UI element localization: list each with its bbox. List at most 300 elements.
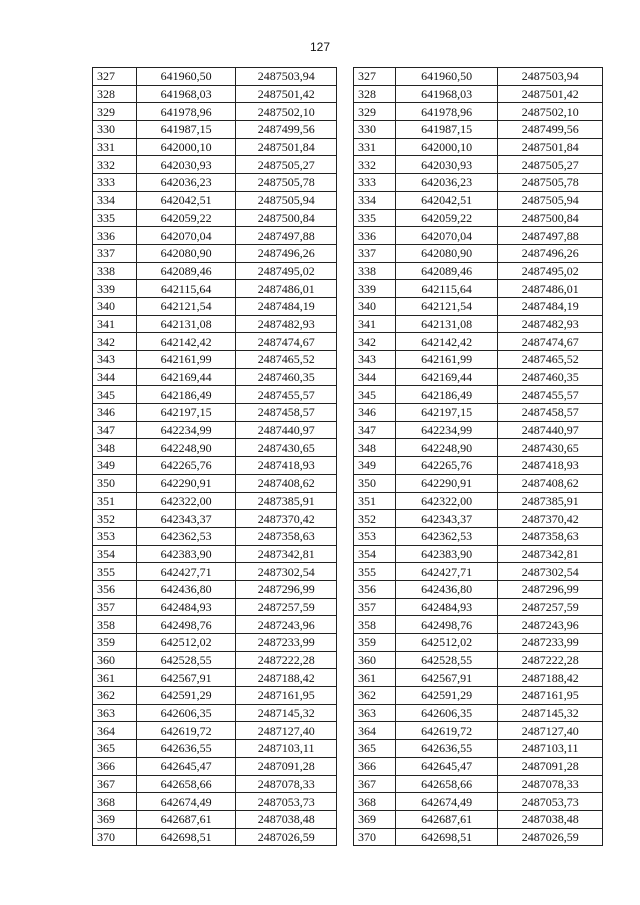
x-coordinate-cell: 642121,54 — [136, 297, 236, 315]
table-row — [93, 280, 337, 298]
table-row — [93, 103, 337, 121]
point-number-cell: 359 — [354, 634, 396, 652]
y-coordinate-cell: 2487103,11 — [236, 740, 337, 758]
y-coordinate-cell: 2487499,56 — [236, 121, 337, 139]
point-number-cell: 355 — [93, 563, 137, 581]
table-row — [354, 704, 603, 722]
table-row — [93, 740, 337, 758]
table-row — [93, 174, 337, 192]
x-coordinate-cell: 642636,55 — [136, 740, 236, 758]
y-coordinate-cell: 2487496,26 — [498, 244, 603, 262]
y-coordinate-cell: 2487243,96 — [498, 616, 603, 634]
y-coordinate-cell: 2487370,42 — [498, 510, 603, 528]
x-coordinate-cell: 642658,66 — [395, 775, 498, 793]
table-row — [354, 545, 603, 563]
point-number-cell: 357 — [354, 598, 396, 616]
y-coordinate-cell: 2487501,42 — [498, 85, 603, 103]
point-number-cell: 364 — [354, 722, 396, 740]
point-number-cell: 365 — [354, 740, 396, 758]
x-coordinate-cell: 642687,61 — [395, 810, 498, 828]
y-coordinate-cell: 2487505,78 — [236, 174, 337, 192]
x-coordinate-cell: 642484,93 — [136, 598, 236, 616]
table-row — [354, 457, 603, 475]
x-coordinate-cell: 642645,47 — [395, 757, 498, 775]
point-number-cell: 347 — [93, 421, 137, 439]
point-number-cell: 336 — [93, 227, 137, 245]
x-coordinate-cell: 642131,08 — [136, 315, 236, 333]
table-row — [354, 138, 603, 156]
table-row — [93, 68, 337, 86]
y-coordinate-cell: 2487127,40 — [498, 722, 603, 740]
point-number-cell: 364 — [93, 722, 137, 740]
y-coordinate-cell: 2487358,63 — [498, 527, 603, 545]
x-coordinate-cell: 642698,51 — [136, 828, 236, 846]
point-number-cell: 366 — [354, 757, 396, 775]
x-coordinate-cell: 642036,23 — [136, 174, 236, 192]
x-coordinate-cell: 642070,04 — [136, 227, 236, 245]
table-row — [354, 598, 603, 616]
point-number-cell: 339 — [354, 280, 396, 298]
point-number-cell: 329 — [354, 103, 396, 121]
point-number-cell: 338 — [354, 262, 396, 280]
x-coordinate-cell: 642512,02 — [395, 634, 498, 652]
point-number-cell: 350 — [93, 474, 137, 492]
y-coordinate-cell: 2487161,95 — [236, 687, 337, 705]
point-number-cell: 368 — [93, 793, 137, 811]
y-coordinate-cell: 2487127,40 — [236, 722, 337, 740]
table-row — [93, 315, 337, 333]
y-coordinate-cell: 2487418,93 — [498, 457, 603, 475]
table-row — [354, 209, 603, 227]
x-coordinate-cell: 642059,22 — [395, 209, 498, 227]
y-coordinate-cell: 2487505,78 — [498, 174, 603, 192]
table-row — [354, 156, 603, 174]
y-coordinate-cell: 2487188,42 — [498, 669, 603, 687]
table-row — [354, 722, 603, 740]
table-row — [93, 492, 337, 510]
y-coordinate-cell: 2487342,81 — [236, 545, 337, 563]
point-number-cell: 358 — [354, 616, 396, 634]
y-coordinate-cell: 2487233,99 — [498, 634, 603, 652]
x-coordinate-cell: 642606,35 — [136, 704, 236, 722]
y-coordinate-cell: 2487501,84 — [498, 138, 603, 156]
table-row — [354, 580, 603, 598]
point-number-cell: 328 — [93, 85, 137, 103]
point-number-cell: 358 — [93, 616, 137, 634]
x-coordinate-cell: 642436,80 — [395, 580, 498, 598]
point-number-cell: 367 — [354, 775, 396, 793]
y-coordinate-cell: 2487502,10 — [236, 103, 337, 121]
y-coordinate-cell: 2487145,32 — [236, 704, 337, 722]
y-coordinate-cell: 2487026,59 — [236, 828, 337, 846]
y-coordinate-cell: 2487502,10 — [498, 103, 603, 121]
point-number-cell: 352 — [354, 510, 396, 528]
x-coordinate-cell: 642658,66 — [136, 775, 236, 793]
x-coordinate-cell: 642265,76 — [136, 457, 236, 475]
point-number-cell: 330 — [93, 121, 137, 139]
y-coordinate-cell: 2487505,94 — [236, 191, 337, 209]
point-number-cell: 332 — [354, 156, 396, 174]
y-coordinate-cell: 2487408,62 — [236, 474, 337, 492]
table-row — [354, 174, 603, 192]
x-coordinate-cell: 642059,22 — [136, 209, 236, 227]
table-row — [93, 828, 337, 846]
table-row — [93, 262, 337, 280]
x-coordinate-cell: 641968,03 — [136, 85, 236, 103]
point-number-cell: 351 — [354, 492, 396, 510]
x-coordinate-cell: 642290,91 — [136, 474, 236, 492]
x-coordinate-cell: 642197,15 — [136, 404, 236, 422]
table-row — [354, 68, 603, 86]
x-coordinate-cell: 641987,15 — [395, 121, 498, 139]
point-number-cell: 348 — [354, 439, 396, 457]
point-number-cell: 327 — [93, 68, 137, 86]
point-number-cell: 337 — [354, 244, 396, 262]
y-coordinate-cell: 2487486,01 — [498, 280, 603, 298]
x-coordinate-cell: 642161,99 — [136, 351, 236, 369]
x-coordinate-cell: 642498,76 — [136, 616, 236, 634]
point-number-cell: 327 — [354, 68, 396, 86]
point-number-cell: 343 — [93, 351, 137, 369]
table-row — [93, 527, 337, 545]
y-coordinate-cell: 2487053,73 — [498, 793, 603, 811]
y-coordinate-cell: 2487505,27 — [498, 156, 603, 174]
table-row — [93, 121, 337, 139]
x-coordinate-cell: 642121,54 — [395, 297, 498, 315]
y-coordinate-cell: 2487078,33 — [236, 775, 337, 793]
table-row — [93, 404, 337, 422]
y-coordinate-cell: 2487482,93 — [236, 315, 337, 333]
x-coordinate-cell: 642591,29 — [395, 687, 498, 705]
x-coordinate-cell: 641968,03 — [395, 85, 498, 103]
x-coordinate-cell: 642234,99 — [395, 421, 498, 439]
x-coordinate-cell: 641978,96 — [136, 103, 236, 121]
table-row — [354, 333, 603, 351]
table-row — [93, 704, 337, 722]
table-row — [93, 616, 337, 634]
y-coordinate-cell: 2487440,97 — [498, 421, 603, 439]
x-coordinate-cell: 642131,08 — [395, 315, 498, 333]
point-number-cell: 329 — [93, 103, 137, 121]
x-coordinate-cell: 642197,15 — [395, 404, 498, 422]
x-coordinate-cell: 642436,80 — [136, 580, 236, 598]
point-number-cell: 348 — [93, 439, 137, 457]
point-number-cell: 342 — [354, 333, 396, 351]
y-coordinate-cell: 2487418,93 — [236, 457, 337, 475]
point-number-cell: 338 — [93, 262, 137, 280]
y-coordinate-cell: 2487370,42 — [236, 510, 337, 528]
x-coordinate-cell: 642427,71 — [395, 563, 498, 581]
table-row — [354, 757, 603, 775]
y-coordinate-cell: 2487430,65 — [498, 439, 603, 457]
y-coordinate-cell: 2487222,28 — [236, 651, 337, 669]
table-row — [93, 669, 337, 687]
table-row — [93, 757, 337, 775]
x-coordinate-cell: 642606,35 — [395, 704, 498, 722]
table-row — [354, 421, 603, 439]
table-row — [354, 492, 603, 510]
point-number-cell: 369 — [93, 810, 137, 828]
y-coordinate-cell: 2487296,99 — [498, 580, 603, 598]
y-coordinate-cell: 2487103,11 — [498, 740, 603, 758]
table-row — [354, 386, 603, 404]
point-number-cell: 328 — [354, 85, 396, 103]
table-row — [93, 333, 337, 351]
y-coordinate-cell: 2487385,91 — [498, 492, 603, 510]
y-coordinate-cell: 2487091,28 — [236, 757, 337, 775]
x-coordinate-cell: 642080,90 — [395, 244, 498, 262]
x-coordinate-cell: 642161,99 — [395, 351, 498, 369]
table-row — [354, 297, 603, 315]
y-coordinate-cell: 2487486,01 — [236, 280, 337, 298]
x-coordinate-cell: 642186,49 — [136, 386, 236, 404]
y-coordinate-cell: 2487474,67 — [498, 333, 603, 351]
y-coordinate-cell: 2487496,26 — [236, 244, 337, 262]
point-number-cell: 349 — [93, 457, 137, 475]
point-number-cell: 361 — [354, 669, 396, 687]
point-number-cell: 346 — [93, 404, 137, 422]
y-coordinate-cell: 2487500,84 — [498, 209, 603, 227]
table-row — [93, 634, 337, 652]
table-row — [93, 510, 337, 528]
y-coordinate-cell: 2487460,35 — [236, 368, 337, 386]
y-coordinate-cell: 2487474,67 — [236, 333, 337, 351]
y-coordinate-cell: 2487495,02 — [236, 262, 337, 280]
x-coordinate-cell: 641960,50 — [136, 68, 236, 86]
x-coordinate-cell: 642674,49 — [136, 793, 236, 811]
point-number-cell: 370 — [93, 828, 137, 846]
point-number-cell: 363 — [93, 704, 137, 722]
x-coordinate-cell: 642674,49 — [395, 793, 498, 811]
point-number-cell: 333 — [354, 174, 396, 192]
point-number-cell: 330 — [354, 121, 396, 139]
x-coordinate-cell: 642115,64 — [136, 280, 236, 298]
x-coordinate-cell: 642528,55 — [136, 651, 236, 669]
point-number-cell: 357 — [93, 598, 137, 616]
y-coordinate-cell: 2487455,57 — [236, 386, 337, 404]
point-number-cell: 360 — [93, 651, 137, 669]
x-coordinate-cell: 642498,76 — [395, 616, 498, 634]
table-row — [93, 439, 337, 457]
table-row — [354, 262, 603, 280]
y-coordinate-cell: 2487440,97 — [236, 421, 337, 439]
point-number-cell: 353 — [93, 527, 137, 545]
x-coordinate-cell: 642089,46 — [395, 262, 498, 280]
y-coordinate-cell: 2487091,28 — [498, 757, 603, 775]
point-number-cell: 365 — [93, 740, 137, 758]
table-row — [93, 793, 337, 811]
table-row — [354, 280, 603, 298]
y-coordinate-cell: 2487484,19 — [236, 297, 337, 315]
coordinates-table-right — [353, 67, 603, 846]
table-row — [93, 598, 337, 616]
point-number-cell: 356 — [354, 580, 396, 598]
x-coordinate-cell: 642636,55 — [395, 740, 498, 758]
y-coordinate-cell: 2487302,54 — [498, 563, 603, 581]
point-number-cell: 354 — [93, 545, 137, 563]
point-number-cell: 335 — [93, 209, 137, 227]
y-coordinate-cell: 2487465,52 — [498, 351, 603, 369]
x-coordinate-cell: 642567,91 — [395, 669, 498, 687]
x-coordinate-cell: 642512,02 — [136, 634, 236, 652]
table-row — [93, 563, 337, 581]
x-coordinate-cell: 642645,47 — [136, 757, 236, 775]
x-coordinate-cell: 642080,90 — [136, 244, 236, 262]
y-coordinate-cell: 2487233,99 — [236, 634, 337, 652]
x-coordinate-cell: 642142,42 — [395, 333, 498, 351]
y-coordinate-cell: 2487501,84 — [236, 138, 337, 156]
y-coordinate-cell: 2487503,94 — [498, 68, 603, 86]
table-row — [354, 191, 603, 209]
x-coordinate-cell: 642290,91 — [395, 474, 498, 492]
x-coordinate-cell: 642000,10 — [136, 138, 236, 156]
x-coordinate-cell: 642528,55 — [395, 651, 498, 669]
x-coordinate-cell: 642030,93 — [136, 156, 236, 174]
point-number-cell: 367 — [93, 775, 137, 793]
x-coordinate-cell: 642186,49 — [395, 386, 498, 404]
table-row — [354, 828, 603, 846]
point-number-cell: 331 — [354, 138, 396, 156]
x-coordinate-cell: 641987,15 — [136, 121, 236, 139]
y-coordinate-cell: 2487342,81 — [498, 545, 603, 563]
x-coordinate-cell: 642115,64 — [395, 280, 498, 298]
table-row — [93, 775, 337, 793]
point-number-cell: 351 — [93, 492, 137, 510]
y-coordinate-cell: 2487243,96 — [236, 616, 337, 634]
y-coordinate-cell: 2487078,33 — [498, 775, 603, 793]
point-number-cell: 366 — [93, 757, 137, 775]
table-row — [93, 545, 337, 563]
point-number-cell: 352 — [93, 510, 137, 528]
table-row — [93, 722, 337, 740]
point-number-cell: 345 — [93, 386, 137, 404]
y-coordinate-cell: 2487038,48 — [498, 810, 603, 828]
x-coordinate-cell: 641960,50 — [395, 68, 498, 86]
x-coordinate-cell: 642042,51 — [395, 191, 498, 209]
table-row — [354, 103, 603, 121]
y-coordinate-cell: 2487161,95 — [498, 687, 603, 705]
table-row — [354, 351, 603, 369]
table-row — [93, 580, 337, 598]
x-coordinate-cell: 642484,93 — [395, 598, 498, 616]
point-number-cell: 354 — [354, 545, 396, 563]
point-number-cell: 355 — [354, 563, 396, 581]
x-coordinate-cell: 642000,10 — [395, 138, 498, 156]
table-row — [354, 85, 603, 103]
y-coordinate-cell: 2487222,28 — [498, 651, 603, 669]
y-coordinate-cell: 2487026,59 — [498, 828, 603, 846]
y-coordinate-cell: 2487501,42 — [236, 85, 337, 103]
x-coordinate-cell: 642567,91 — [136, 669, 236, 687]
table-row — [354, 669, 603, 687]
x-coordinate-cell: 642070,04 — [395, 227, 498, 245]
y-coordinate-cell: 2487257,59 — [498, 598, 603, 616]
table-row — [93, 386, 337, 404]
point-number-cell: 339 — [93, 280, 137, 298]
table-row — [93, 687, 337, 705]
table-row — [354, 368, 603, 386]
table-row — [354, 563, 603, 581]
y-coordinate-cell: 2487458,57 — [498, 404, 603, 422]
y-coordinate-cell: 2487482,93 — [498, 315, 603, 333]
y-coordinate-cell: 2487408,62 — [498, 474, 603, 492]
x-coordinate-cell: 642343,37 — [395, 510, 498, 528]
y-coordinate-cell: 2487053,73 — [236, 793, 337, 811]
table-row — [93, 156, 337, 174]
y-coordinate-cell: 2487465,52 — [236, 351, 337, 369]
x-coordinate-cell: 642248,90 — [395, 439, 498, 457]
table-row — [93, 138, 337, 156]
table-row — [354, 474, 603, 492]
point-number-cell: 344 — [93, 368, 137, 386]
point-number-cell: 369 — [354, 810, 396, 828]
table-row — [93, 244, 337, 262]
point-number-cell: 350 — [354, 474, 396, 492]
table-row — [354, 510, 603, 528]
y-coordinate-cell: 2487145,32 — [498, 704, 603, 722]
y-coordinate-cell: 2487505,27 — [236, 156, 337, 174]
y-coordinate-cell: 2487455,57 — [498, 386, 603, 404]
point-number-cell: 335 — [354, 209, 396, 227]
table-row — [93, 227, 337, 245]
point-number-cell: 334 — [354, 191, 396, 209]
table-row — [354, 634, 603, 652]
point-number-cell: 361 — [93, 669, 137, 687]
point-number-cell: 363 — [354, 704, 396, 722]
x-coordinate-cell: 642036,23 — [395, 174, 498, 192]
table-row — [354, 227, 603, 245]
x-coordinate-cell: 642698,51 — [395, 828, 498, 846]
table-row — [354, 810, 603, 828]
y-coordinate-cell: 2487188,42 — [236, 669, 337, 687]
point-number-cell: 333 — [93, 174, 137, 192]
point-number-cell: 345 — [354, 386, 396, 404]
x-coordinate-cell: 642591,29 — [136, 687, 236, 705]
x-coordinate-cell: 642427,71 — [136, 563, 236, 581]
x-coordinate-cell: 641978,96 — [395, 103, 498, 121]
y-coordinate-cell: 2487038,48 — [236, 810, 337, 828]
x-coordinate-cell: 642322,00 — [395, 492, 498, 510]
x-coordinate-cell: 642234,99 — [136, 421, 236, 439]
x-coordinate-cell: 642030,93 — [395, 156, 498, 174]
point-number-cell: 344 — [354, 368, 396, 386]
table-row — [93, 421, 337, 439]
y-coordinate-cell: 2487257,59 — [236, 598, 337, 616]
point-number-cell: 359 — [93, 634, 137, 652]
x-coordinate-cell: 642343,37 — [136, 510, 236, 528]
point-number-cell: 341 — [354, 315, 396, 333]
x-coordinate-cell: 642248,90 — [136, 439, 236, 457]
y-coordinate-cell: 2487497,88 — [498, 227, 603, 245]
y-coordinate-cell: 2487302,54 — [236, 563, 337, 581]
table-row — [93, 368, 337, 386]
table-row — [93, 474, 337, 492]
point-number-cell: 334 — [93, 191, 137, 209]
table-row — [93, 85, 337, 103]
x-coordinate-cell: 642362,53 — [136, 527, 236, 545]
coordinates-table-left — [92, 67, 337, 846]
table-row — [354, 244, 603, 262]
point-number-cell: 331 — [93, 138, 137, 156]
x-coordinate-cell: 642619,72 — [395, 722, 498, 740]
table-row — [93, 457, 337, 475]
y-coordinate-cell: 2487505,94 — [498, 191, 603, 209]
y-coordinate-cell: 2487484,19 — [498, 297, 603, 315]
y-coordinate-cell: 2487296,99 — [236, 580, 337, 598]
point-number-cell: 347 — [354, 421, 396, 439]
table-row — [354, 740, 603, 758]
point-number-cell: 342 — [93, 333, 137, 351]
